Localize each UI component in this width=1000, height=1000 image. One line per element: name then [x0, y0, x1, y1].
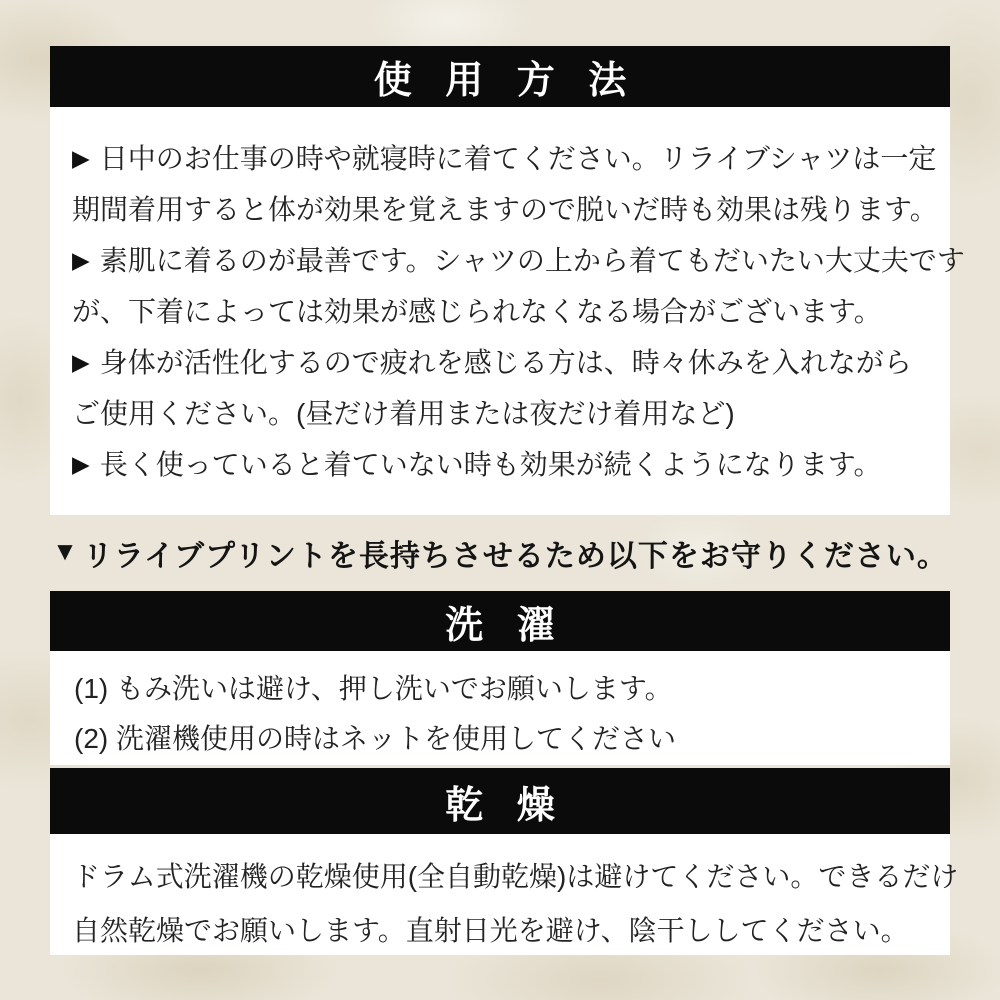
care-notice-text: リライブプリントを長持ちさせるため以下をお守りください。: [82, 540, 948, 573]
usage-section-title: 使 用 方 法: [373, 60, 639, 102]
washing-section-title: 洗 濯: [445, 604, 567, 647]
care-notice: [0, 515, 1000, 591]
washing-item: (2) 洗濯機使用の時はネットを使用してください: [74, 723, 677, 754]
usage-line: 長く使っていると着ていない時も効果が続くようになります。: [99, 449, 882, 480]
usage-item: [72, 337, 932, 439]
washing-panel: [50, 651, 950, 765]
drying-section-title: 乾 燥: [445, 784, 567, 827]
usage-item: [72, 133, 938, 235]
usage-line: ご使用ください。(昼だけ着用または夜だけ着用など): [72, 398, 735, 429]
usage-line: 期間着用すると体が効果を覚えますので脱いだ時も効果は残ります。: [72, 194, 938, 225]
usage-line: 身体が活性化するので疲れを感じる方は、時々休みを入れながら: [99, 347, 912, 378]
bullet-triangle-icon: ▶: [72, 247, 90, 273]
usage-item: [72, 235, 965, 337]
drying-line: 自然乾燥でお願いします。直射日光を避け、陰干ししてください。: [72, 915, 909, 946]
usage-section-bar: [50, 46, 950, 107]
usage-line: 素肌に着るのが最善です。シャツの上から着てもだいたい大丈夫です: [99, 245, 965, 276]
drying-section-bar: [50, 768, 950, 834]
washing-section-bar: [50, 591, 950, 651]
usage-panel: [50, 107, 965, 515]
bullet-triangle-icon: ▶: [72, 451, 90, 477]
drying-line: ドラム式洗濯機の乾燥使用(全自動乾燥)は避けてください。できるだけ: [72, 861, 959, 892]
usage-line: が、下着によっては効果が感じられなくなる場合がございます。: [72, 296, 882, 327]
bullet-triangle-icon: ▶: [72, 145, 90, 171]
drying-panel: [50, 834, 959, 955]
usage-line: 日中のお仕事の時や就寝時に着てください。リライブシャツは一定: [99, 143, 937, 174]
down-triangle-icon: ▼: [52, 537, 79, 566]
bullet-triangle-icon: ▶: [72, 349, 90, 375]
usage-item: [72, 439, 932, 490]
washing-item: (1) もみ洗いは避け、押し洗いでお願いします。: [74, 673, 673, 704]
